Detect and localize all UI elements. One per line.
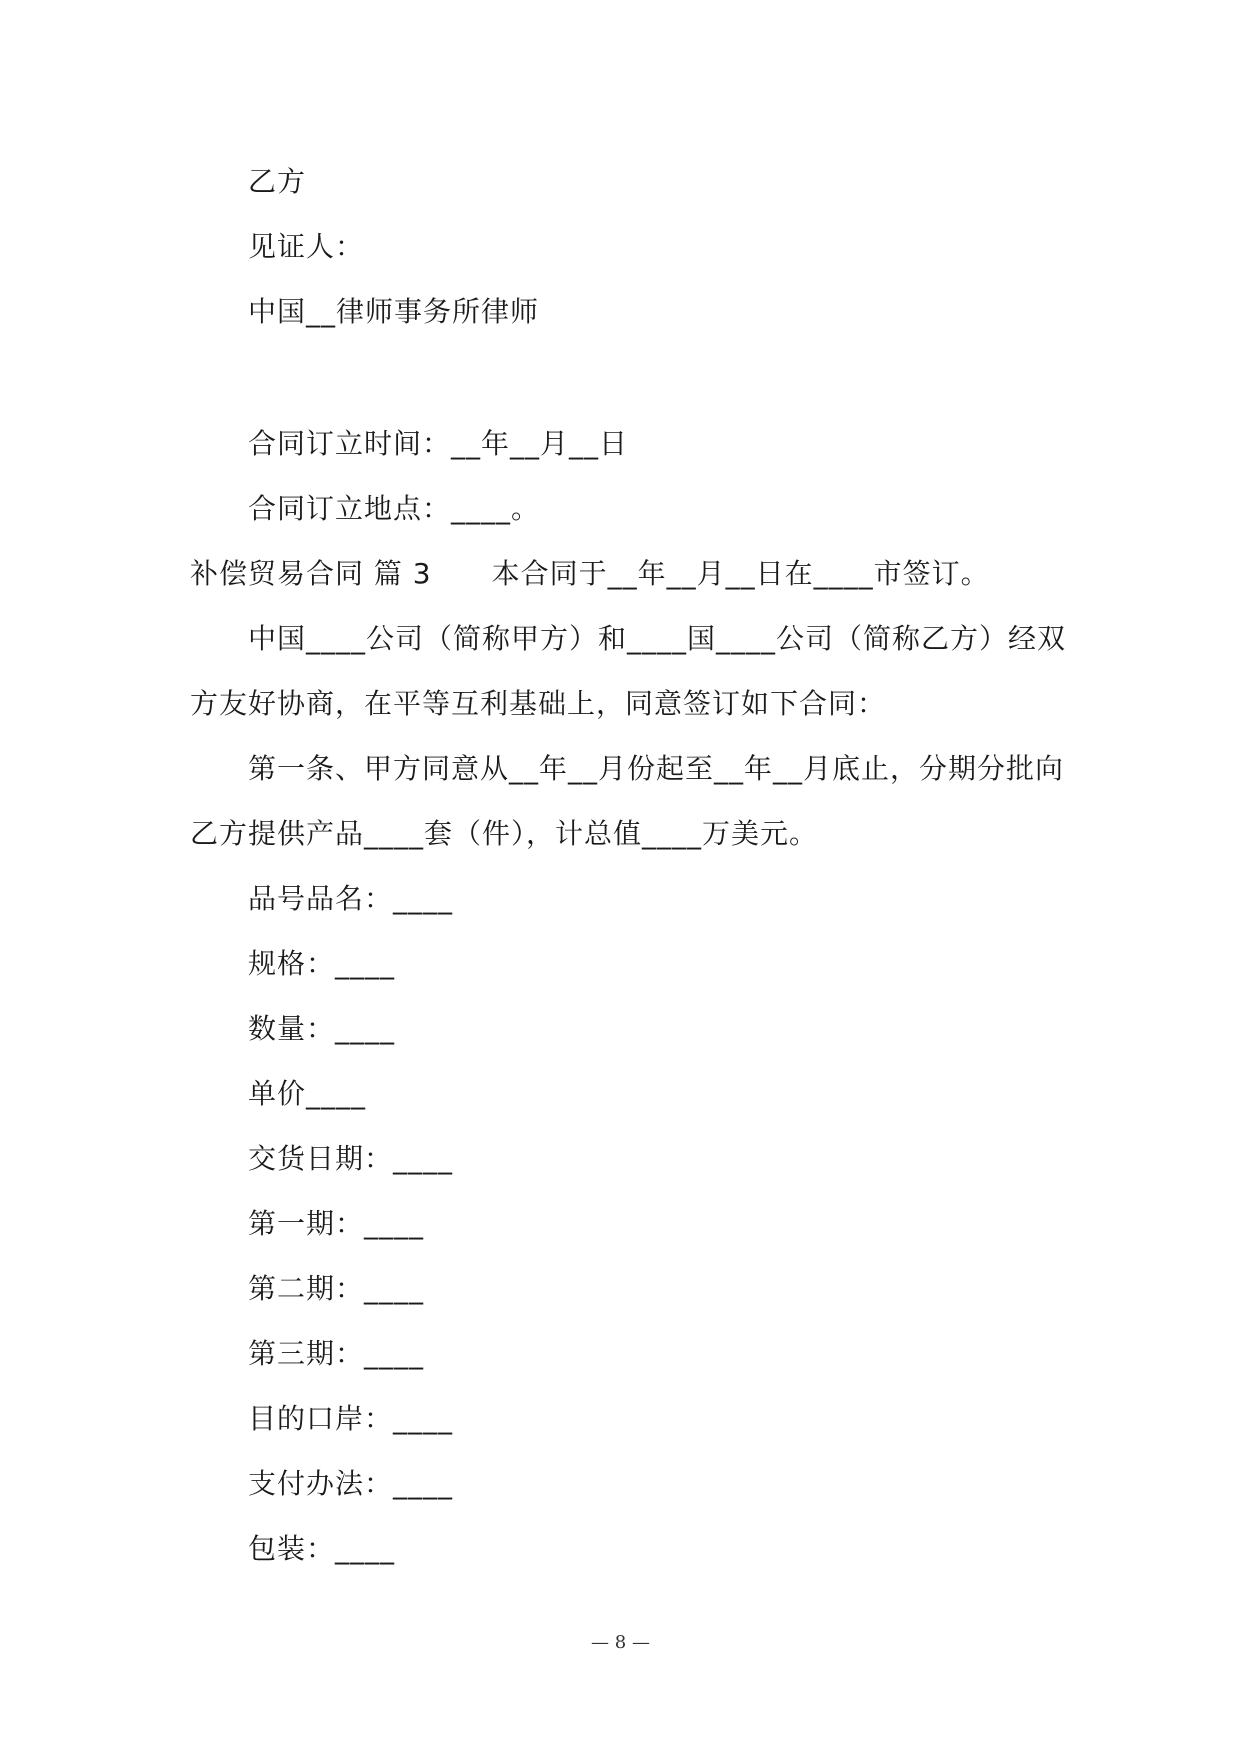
field-phase-three: 第三期：____ xyxy=(248,1337,425,1370)
field-unit-price: 单价____ xyxy=(248,1077,367,1110)
field-specification: 规格：____ xyxy=(248,947,396,980)
section-heading: 补偿贸易合同 篇 3 xyxy=(190,557,432,590)
article-one-line-1: 第一条、甲方同意从__年__月份起至__年__月底止，分期分批向 xyxy=(248,752,1065,785)
lawyer-line: 中国__律师事务所律师 xyxy=(248,295,540,328)
field-product-name: 品号品名：____ xyxy=(248,882,454,915)
field-packaging: 包装：____ xyxy=(248,1532,396,1565)
party-b-line: 乙方 xyxy=(248,165,307,198)
article-one-line-2: 乙方提供产品____套（件），计总值____万美元。 xyxy=(190,817,819,850)
section-heading-line xyxy=(190,554,990,594)
field-payment-method: 支付办法：____ xyxy=(248,1467,454,1500)
witness-line: 见证人： xyxy=(248,230,365,263)
page-number: — 8 — xyxy=(591,1632,650,1653)
paragraph-parties-line-2: 方友好协商，在平等互利基础上，同意签订如下合同： xyxy=(190,687,887,720)
field-destination-port: 目的口岸：____ xyxy=(248,1402,454,1435)
contract-date-line: 合同订立时间：__年__月__日 xyxy=(248,427,629,460)
section-first-sentence: 本合同于__年__月__日在____市签订。 xyxy=(491,557,990,590)
paragraph-parties-line-1: 中国____公司（简称甲方）和____国____公司（简称乙方）经双 xyxy=(248,622,1067,655)
contract-place-line: 合同订立地点：____。 xyxy=(248,492,541,525)
field-phase-one: 第一期：____ xyxy=(248,1207,425,1240)
field-quantity: 数量：____ xyxy=(248,1012,396,1045)
field-phase-two: 第二期：____ xyxy=(248,1272,425,1305)
field-delivery-date: 交货日期：____ xyxy=(248,1142,454,1175)
